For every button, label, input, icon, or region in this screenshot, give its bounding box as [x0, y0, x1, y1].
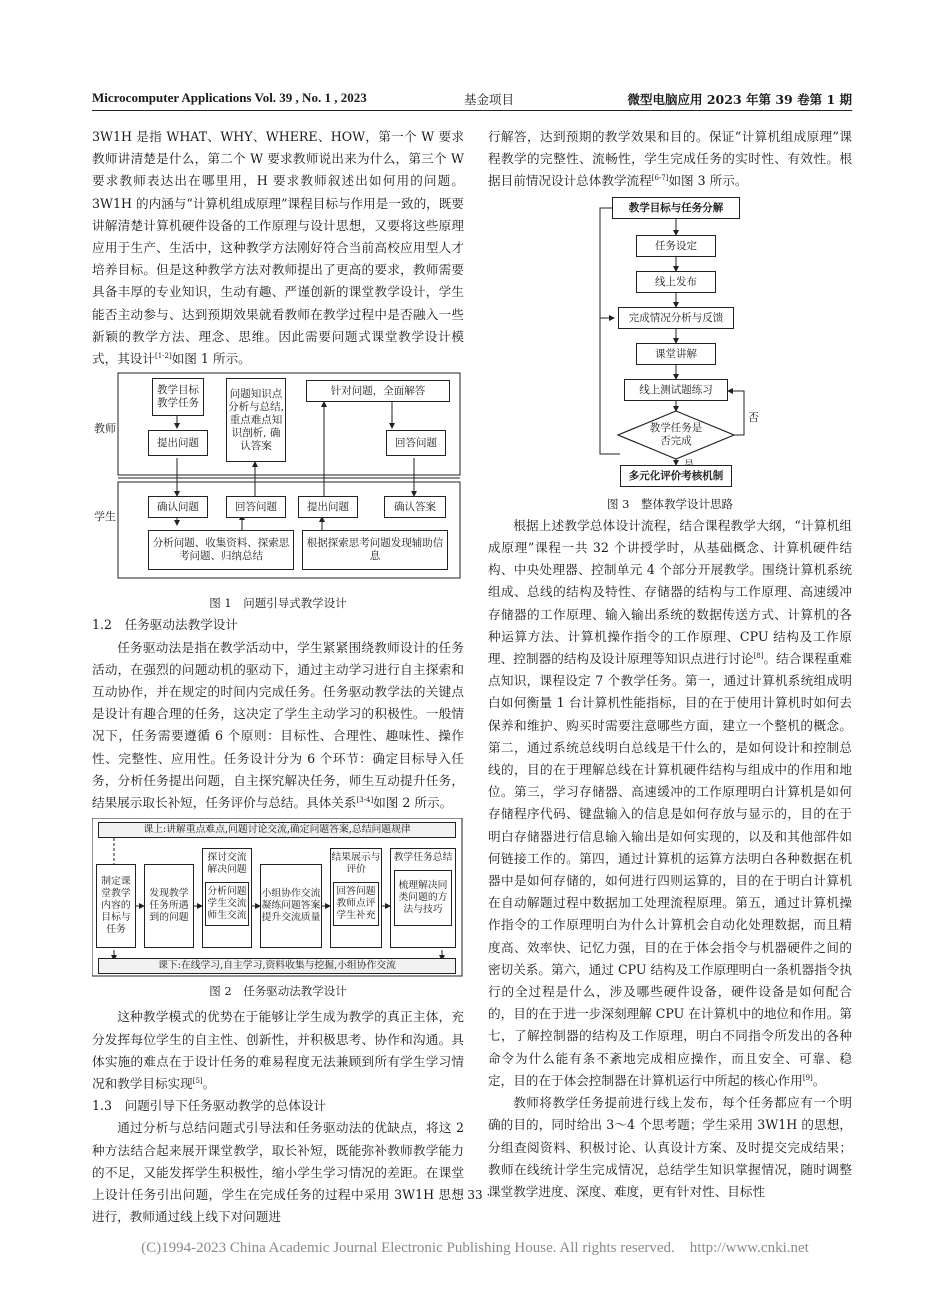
step-discuss-inner: 分析问题学生交流师生交流 [205, 882, 249, 926]
step-group-collab: 小组协作交流凝练问题答案提升交流质量 [260, 864, 322, 948]
paragraph: 行解答，达到预期的教学效果和目的。保证“计算机组成原理”课程教学的完整性、流畅性，学生完成任务的实时性、有效性。根据目前情况设计总体教学流程[6-7]如图 3 所示。 [488, 129, 852, 189]
in-class-bar: 课上:讲解重点难点,问题讨论交流,确定问题答案,总结问题规律 [98, 822, 456, 838]
flow-decision-text: 教学任务是否完成 [649, 421, 703, 447]
step-show-result [330, 848, 382, 948]
journal-name-en: Microcomputer Applications Vol. 39 , No. 1 , 2023 [92, 90, 367, 105]
section-heading-1-3: 1.3 问题引导下任务驱动教学的总体设计 [92, 1098, 327, 1114]
step-set-goal: 制定课堂教学内容的目标与任务 [96, 864, 136, 948]
figure-2-caption: 图 2 任务驱动法教学设计 [209, 984, 347, 999]
citation[interactable]: [1-2] [154, 351, 172, 360]
citation[interactable]: [6-7] [651, 174, 669, 183]
student-confirm-answer-box: 确认答案 [384, 496, 446, 518]
article-category: 基金项目 [464, 92, 515, 107]
paragraph: 这种教学模式的优势在于能够让学生成为教学的真正主体，充分发挥每位学生的自主性、创新性，并积极思考、协作和沟通。具体实施的难点在于设计任务的难易程度无法兼顾到所有学生学习情况和教学目标实现[5]。 [92, 1009, 464, 1092]
step-summary-inner: 梳理解决同类问题的方法与技巧 [394, 870, 452, 926]
flow-task-setting: 任务设定 [636, 235, 716, 257]
right-column [488, 126, 852, 1203]
paragraph: 任务驱动法是指在教学活动中，学生紧紧围绕教师设计的任务活动，在强烈的问题动机的驱动下，通过主动学习进行自主探索和互动协作，并在规定的时间内完成任务。任务驱动教学法的关键点是设计有趣合理的任务，这决定了学生主动学习的积极性。一般情况下，任务需要遵循 6 个原则：目标性、合理性、趣味性、操作性、完整性、应用性。任务设计分为 6 个环节：确定目标导入任务，分析任务提出问题，自主探究解决任务，师生互动提升任务，结果展示取长补短，任务评价与总结。具体关系[3-4]如图 2 所示。 [92, 639, 464, 811]
citation[interactable]: [3-4] [356, 795, 374, 804]
paragraph: 根据上述教学总体设计流程，结合课程教学大纲，“计算机组成原理”课程一共 32 个讲授学时，从基础概念、计算机硬件结构、中央处理器、控制单元 4 个部分开展教学。围绕计算机系统组成、总线的结构及特性、存储器的结构与工作原理、高速缓冲存储器的工作原理、输入输出系统的数据传送方式、计算机的各种运算方法、计算机操作指令的工作原理、CPU 结构及工作原理、控制器的结构及设计原理等知识点进行讨论[8]。结合课程重难点知识，课程设定 7 个教学任务。第一，通过计算机系统组成明白如何衡量 1 台计算机性能指标，目的在于使用计算机时如何去保养和维护、购买时需要注意哪些方面，建立一个整机的概念。第二，通过系统总线明白总线是干什么的，是如何设计和控制总线的，目的在于理解总线在计算机硬件结构与组成中的作用和地位。第三，学习存储器、高速缓冲的工作原理明白计算机是如何存储程序代码、键盘输入的信息是如何存放与显示的，目的在于明白存储器进行信息输入输出是如何实现的，以及和其他部件如何链接工作的。第四，通过计算机的运算方法明白各种数据在机器中是如何存储的，如何进行四则运算的，目的在于明白计算机在自动解题过程中数据加工处理流程原理。第五，通过计算机操作指令的工作原理明白为什么计算机会自动化处理数据，而且精度高、效率快、记忆力强，目的在于体会指令与机器硬件之间的密切关系。第六，通过 CPU 结构及工作原理明白一条机器指令执行的全过程是什么，涉及哪些硬件设备，硬件设备是如何配合的，目的在于进一步深刻理解 CPU 在计算机中的地位和作用。第七，了解控制器的结构及工作原理，明白不同指令所发出的各种命令为什么能有条不紊地完成相应操作，而且安全、可靠、稳定，目的在于体会控制器在计算机运行中所起的核心作用[9]。 [488, 517, 853, 1088]
teaching-goal-box: 教学目标教学任务 [152, 378, 204, 416]
figure-3 [488, 195, 852, 482]
citation[interactable]: [5] [192, 1076, 203, 1085]
student-label: 学生 [94, 510, 116, 524]
flow-no-label: 否 [748, 410, 759, 424]
knowledge-analysis-box: 问题知识点分析与总结, 重点难点知识剖析, 确认答案 [226, 378, 286, 462]
running-header [92, 88, 852, 111]
step-discuss-title: 探讨交流解决问题 [207, 852, 247, 876]
step-summary-title: 教学任务总结 [393, 852, 453, 864]
flow-class-lecture: 课堂讲解 [636, 343, 716, 365]
paragraph: 通过分析与总结问题式引导法和任务驱动法的优缺点，将这 2 种方法结合起来展开课堂教学，取长补短，既能弥补教师教学能力的不足，又能发挥学生积极性，缩小学生学习情况的差距。在课堂上设计任务引出问题，学生在完成任务的过程中采用 3W1H 思想进行，教师通过线上线下对问题进 [92, 1120, 464, 1225]
journal-name-cn: 微型电脑应用 2023 年第 39 卷第 1 期 [627, 92, 852, 107]
student-confirm-question-box: 确认问题 [148, 496, 208, 518]
paragraph: 教师将教学任务提前进行线上发布，每个任务都应有一个明确的目的，同时给出 3～4 个思考题；学生采用 3W1H 的思想，分组查阅资料、积极讨论、认真设计方案、及时提交完成结果；教师在线统计学生完成情况，总结学生知识掌握情况，随时调整课堂教学进度、深度、难度，更有针对性、目标性 [488, 1095, 852, 1199]
figure-1-caption: 图 1 问题引导式教学设计 [209, 596, 347, 611]
after-class-bar: 课下:在线学习,自主学习,资料收集与挖掘,小组协作交流 [98, 958, 456, 974]
student-analyze-box: 分析问题、收集资料、探索思考问题、归纳总结 [148, 530, 294, 570]
teacher-raise-question-box: 提出问题 [148, 430, 208, 456]
figure-1 [92, 372, 464, 590]
flow-online-publish: 线上发布 [636, 271, 716, 293]
page-number: · 33 · [459, 1188, 491, 1202]
figure-3-caption: 图 3 整体教学设计思路 [607, 496, 733, 511]
flow-goal-decompose: 教学目标与任务分解 [612, 197, 740, 219]
step-summary [390, 848, 456, 948]
flow-evaluation: 多元化评价考核机制 [620, 465, 732, 487]
citation[interactable]: [9] [802, 1073, 813, 1082]
citation[interactable]: [8] [753, 651, 764, 660]
step-discuss [202, 848, 252, 948]
teacher-reply-box: 回答问题 [386, 430, 446, 456]
flow-online-test: 线上测试题练习 [624, 379, 728, 401]
paragraph: 3W1H 是指 WHAT、WHY、WHERE、HOW，第一个 W 要求教师讲清楚是什么，第二个 W 要求教师说出来为什么，第三个 W 要求教师表达出在哪里用，H 要求教师叙述出如何用的问题。3W1H 的内涵与“计算机组成原理”课程目标与作用是一致的，既要讲解清楚计算机硬件设备的工作原理与设计思想，又要将这些原理应用于生产、生活中，这种教学方法刚好符合当前高校应用型人才培养目标。但是这种教学方法对教师提出了更高的要求，教师需要具备丰厚的专业知识，生动有趣、严谨创新的课堂教学设计，学生能否主动参与、达到预期效果就看教师在教学过程中是否融入一些新颖的教学方法、理念、思维。因此需要问题式课堂教学设计模式，其设计[1-2]如图 1 所示。 [92, 129, 464, 367]
step-find-problem: 发现教学任务所遇到的问题 [144, 864, 194, 948]
figure-2 [92, 818, 464, 978]
left-column [92, 126, 464, 1229]
answer-all-box: 针对问题，全面解答 [306, 380, 450, 402]
flow-completion-analysis: 完成情况分析与反馈 [618, 307, 734, 329]
step-show-result-inner: 回答问题教师点评学生补充 [333, 882, 379, 926]
student-raise-question-box: 提出问题 [298, 496, 358, 518]
teacher-label: 教师 [94, 422, 116, 436]
copyright-watermark: (C)1994-2023 China Academic Journal Electronic Publishing House. All rights reserved. http://www.cnki.net [141, 1240, 809, 1256]
student-reply-box: 回答问题 [226, 496, 286, 518]
section-heading-1-2: 1.2 任务驱动法教学设计 [92, 617, 238, 633]
student-explore-box: 根据探索思考问题发现辅助信息 [302, 530, 448, 570]
step-show-result-title: 结果展示与评价 [331, 852, 381, 876]
